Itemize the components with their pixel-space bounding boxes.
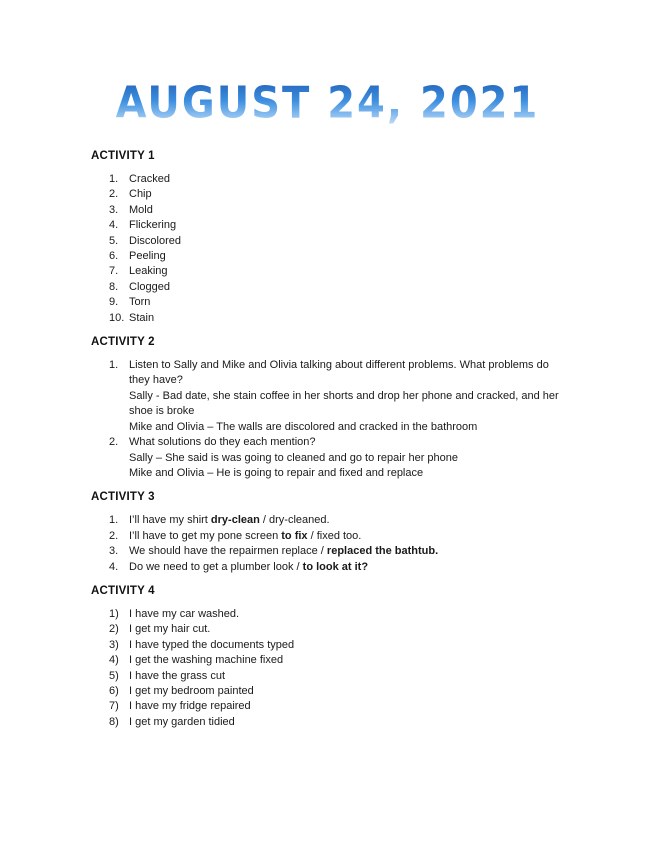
list-item: 8) I get my garden tidied	[109, 715, 235, 728]
activity-3-section	[91, 491, 571, 575]
activity-3-list	[91, 513, 571, 575]
list-item: 9. Torn	[109, 296, 151, 309]
activity-2-heading: ACTIVITY 2	[91, 336, 155, 349]
list-item: 2. Chip	[109, 188, 152, 201]
answer-text: Mike and Olivia – He is going to repair and fixed and replace	[129, 466, 424, 479]
list-item: 4) I get the washing machine fixed	[109, 654, 284, 667]
question-text: What solutions do they each mention?	[129, 436, 316, 449]
answer-text: Sally - Bad date, she stain coffee in her shorts and drop her phone and cracked, and her shoe is broke	[129, 389, 559, 418]
list-item: 1. I’ll have my shirt dry-clean / dry-cleaned.	[109, 514, 330, 527]
list-item: 3. We should have the repairmen replace / replaced the bathtub.	[109, 545, 439, 558]
list-item: 6) I get my bedroom painted	[109, 684, 254, 697]
question-text: Listen to Sally and Mike and Olivia talking about different problems. What problems do they have?	[129, 359, 549, 387]
list-item: 5. Discolored	[109, 234, 181, 247]
document-body	[91, 150, 571, 740]
activity-4-heading: ACTIVITY 4	[91, 584, 155, 597]
list-item: 7. Leaking	[109, 265, 168, 278]
activity-4-section	[91, 585, 571, 730]
list-item: 3. Mold	[109, 203, 153, 216]
activity-1-heading: ACTIVITY 1	[91, 150, 155, 162]
list-item: 6. Peeling	[109, 250, 166, 263]
title-wordart: AUGUST 24, 2021	[115, 78, 540, 129]
activity-1-list	[91, 172, 571, 326]
activity-2-section	[91, 336, 571, 481]
list-item: 2. I’ll have to get my pone screen to fix / fixed too.	[109, 529, 362, 542]
activity-2-list	[91, 358, 571, 481]
answer-text: Mike and Olivia – The walls are discolored and cracked in the bathroom	[129, 420, 478, 433]
list-item: 4. Flickering	[109, 219, 177, 232]
list-item: 1. Cracked	[109, 173, 170, 185]
document-title	[0, 78, 655, 129]
activity-1-section	[91, 150, 571, 326]
list-item: 3) I have typed the documents typed	[109, 638, 295, 651]
list-item: 2) I get my hair cut.	[109, 623, 211, 636]
list-item: 5) I have the grass cut	[109, 669, 225, 682]
list-item: 7) I have my fridge repaired	[109, 700, 251, 713]
list-item: 4. Do we need to get a plumber look / to look at it?	[109, 560, 369, 573]
list-item: 8. Clogged	[109, 280, 170, 293]
list-item: 1. Listen to Sally and Mike and Olivia talking about different problems. What problems do they have? Sally - Bad date, she stain coffee in her shorts and drop her phone and cracked, and her shoe is broke Mike and Olivia – The walls are discolored and cracked in the bathroom	[91, 358, 571, 435]
answer-text: Sally – She said is was going to cleaned and go to repair her phone	[129, 451, 458, 464]
list-item: 2. What solutions do they each mention? Sally – She said is was going to cleaned and go to repair her phone Mike and Olivia – He is going to repair and fixed and replace	[91, 435, 571, 481]
activity-4-list	[91, 607, 571, 730]
list-item: 10. Stain	[109, 311, 155, 324]
list-item: 1) I have my car washed.	[109, 607, 240, 620]
activity-3-heading: ACTIVITY 3	[91, 491, 155, 504]
